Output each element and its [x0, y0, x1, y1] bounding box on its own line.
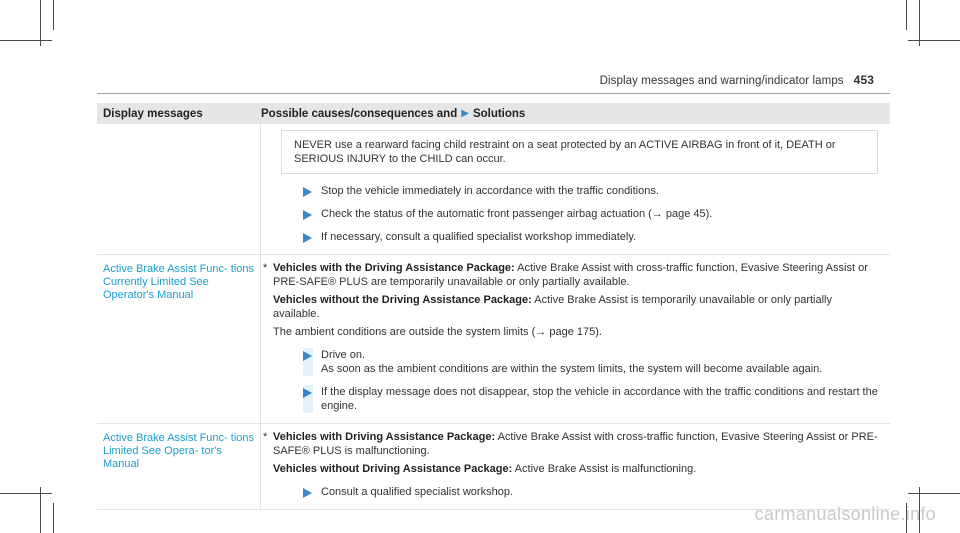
action-step: [303, 207, 878, 221]
crop-mark: [908, 40, 960, 41]
warning-box: NEVER use a rearward facing child restraint on a seat protected by an ACTIVE AIRBAG in front of it, DEATH or SERIOUS INJURY to the CHILD can occur.: [281, 130, 878, 174]
action-step-text: Consult a qualified specialist workshop.: [321, 486, 513, 498]
watermark: carmanualsonline.info: [754, 504, 936, 524]
section-title: Display messages and warning/indicator lamps: [599, 75, 844, 87]
table-row: [97, 254, 890, 423]
table-header: [97, 103, 890, 124]
action-step-line: Drive on.: [321, 349, 366, 361]
action-step-text: Check the status of the automatic front passenger airbag actuation (→ page 45).: [321, 208, 713, 220]
action-step-text: If necessary, consult a qualified specialist workshop immediately.: [321, 231, 637, 243]
without-package-label: Vehicles without the Driving Assistance Package:: [273, 294, 532, 306]
without-package-paragraph: [273, 462, 878, 476]
solution-cell: [261, 424, 890, 509]
arrow-right-icon: [303, 385, 321, 413]
without-package-paragraph: [273, 293, 878, 321]
solution-cell: [261, 255, 890, 423]
with-package-label: Vehicles with Driving Assistance Package:: [273, 431, 496, 443]
header-rule: [97, 93, 890, 94]
arrow-right-icon: ▶: [461, 108, 469, 119]
running-header: [600, 73, 874, 87]
display-message: Active Brake Assist Func- tions Currently Limited See Operator's Manual: [97, 255, 261, 423]
crop-mark: [906, 0, 907, 30]
crop-mark: [908, 493, 960, 494]
action-step-text: [321, 348, 822, 376]
ambient-conditions-text: The ambient conditions are outside the system limits (→ page 175).: [273, 326, 602, 338]
arrow-right-icon: [303, 207, 321, 221]
action-step: [303, 348, 878, 376]
arrow-right-icon: [303, 184, 321, 198]
arrow-right-icon: [303, 485, 321, 499]
action-step: [303, 184, 878, 198]
action-step: [303, 485, 878, 499]
without-package-text: Active Brake Assist is temporarily unavailable or only partially available.: [273, 294, 832, 320]
display-message: Active Brake Assist Func- tions Limited See Opera- tor's Manual: [97, 424, 261, 509]
col-header-messages: Display messages: [103, 107, 203, 120]
optional-equipment-star: *: [263, 431, 268, 443]
without-package-text: Active Brake Assist is malfunctioning.: [512, 463, 697, 475]
crop-mark: [53, 0, 54, 30]
page-number: 453: [853, 73, 874, 87]
arrow-right-icon: [303, 348, 321, 376]
crop-mark: [0, 40, 52, 41]
col-header-solutions-label: Solutions: [472, 107, 526, 120]
message-cell-empty: [97, 124, 261, 254]
action-step-text: Stop the vehicle immediately in accordance with the traffic conditions.: [321, 185, 659, 197]
with-package-text: Active Brake Assist with cross-traffic function, Evasive Steering Assist or PRE-SAFE® PLUS are temporarily unavailable or only partially available.: [273, 262, 868, 288]
arrow-right-icon: [303, 230, 321, 244]
messages-table: [97, 103, 890, 510]
optional-equipment-star: *: [263, 262, 268, 274]
col-header-causes-label: Possible causes/consequences and: [261, 107, 458, 120]
with-package-paragraph: [263, 430, 878, 458]
crop-mark: [0, 493, 52, 494]
table-row: [97, 124, 890, 254]
action-step-line: As soon as the ambient conditions are within the system limits, the system will become available again.: [321, 363, 823, 375]
action-step: [303, 230, 878, 244]
table-row: [97, 423, 890, 509]
with-package-paragraph: [263, 261, 878, 289]
with-package-label: Vehicles with the Driving Assistance Package:: [273, 262, 515, 274]
crop-mark: [53, 503, 54, 533]
with-package-text: Active Brake Assist with cross-traffic function, Evasive Steering Assist or PRE-SAFE® PLUS is malfunctioning.: [273, 431, 878, 457]
solution-cell: [261, 124, 890, 254]
without-package-label: Vehicles without Driving Assistance Package:: [273, 463, 513, 475]
action-step-text: If the display message does not disappear, stop the vehicle in accordance with the traffic conditions and restart the engine.: [321, 386, 878, 412]
col-header-causes: [261, 108, 890, 120]
action-step: [303, 385, 878, 413]
